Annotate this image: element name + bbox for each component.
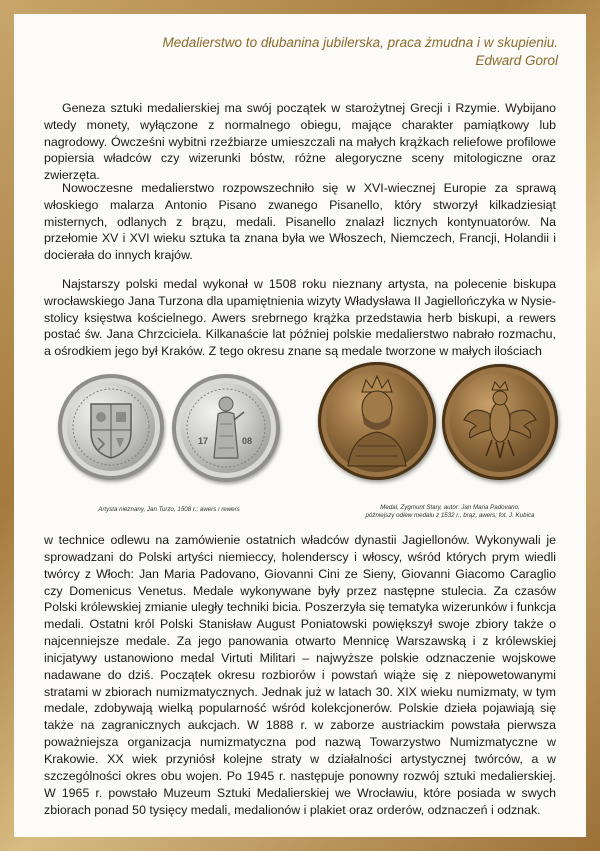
paragraph-history-continued: w technice odlewu na zamówienie ostatnich władców dynastii Jagiellonów. Wykonywali je sprowadzani do Polski artyści niemieccy, holenderscy i włoscy, wśród których prym wiedli twórcy z Włoch: Jan Maria Padovano, Giovanni Cini ze Sieny, Giovanni Giacomo Caraglio czy Domenicus Venetus. Medale wykonywane były przez następne stulecia. Za czasów Polski królewskiej zmianie uległy techniki bicia. Poszerzyła się tematyka wizerunków i funkcja medali. Ostatni król Polski Stanisław August Poniatowski powiększył swoje zbiory także o najcenniejsze medale. Za jego panowania otwarto Mennicę Warszawską i z królewskiej inicjatywy ustanowiono medal Virtuti Militari – najwyższe polskie odznaczenie wojskowe nadawane do dziś. Początek okresu rozbiorów i powstań wiąże się z niepowetowanymi stratami w zbiorach numizmatycznych. Jednak już w latach 30. XIX wieku numizmaty, w tym medale, zdobywają wielką popularność wśród kolekcjonerów. Polskie dzieła pojawiają się także na zagranicznych aukcjach. W 1888 r. w zaborze austriackim powstała pierwsza poważniejsza organizacja numizmatyczna pod nazwą Towarzystwo Numizmatyczne w Krakowie. XX wiek przyniósł kolejne straty w działalności artystycznej twórców, a w szczególności okres obu wojen. Po 1945 r. następuje ponowny rozwój sztuki medalierskiej. W 1965 r. powstało Muzeum Sztuki Medalierskiej we Wrocławiu, które posiada w swych zbiorach ponad 50 tysięcy medali, medalionów i plakiet oraz orderów, odznaczeń i odznak. [44,533,556,817]
saint-figure-coin-icon [172,374,280,482]
figure-caption-zygmunt-line1: Medal, Zygmunt Stary, autor: Jan Maria Padovano, [380,504,520,511]
figure-caption-zygmunt [332,504,568,520]
paragraph-modern: Nowoczesne medalierstwo rozpowszechniło się w XVI-wiecznej Europie za sprawą włoskiego malarza Antonio Pisano zwanego Pisanello, który stworzył kilkadziesiąt misternych, odlanych z brązu, medali. Pisanello znalazł licznych kontynuatorów. Na przełomie XV i XVI wieku sztuka ta znana była we Włoszech, Niemczech, Francji, Holandii i docierała do innych krajów. [44,181,556,263]
motto-quote: Medalierstwo to dłubanina jubilerska, praca żmudna i w skupieniu. [162,35,558,50]
coat-of-arms-coin-icon [58,374,164,480]
figure-caption-zygmunt-line2: późniejszy odlew medalu z 1532 r., brąz, awers; fot. J. Kubica [365,512,535,519]
paragraph-oldest-polish: Najstarszy polski medal wykonał w 1508 roku nieznany artysta, na polecenie biskupa wrocławskiego Jana Turzona dla upamiętnienia wizyty Władysława II Jagiellończyka w Nysie-stolicy księstwa kościelnego. Awers srebrnego krążka przedstawia herb biskupi, a rewers postać św. Jana Chrzciciela. Kilkanaście lat później polskie medalierstwo nabrało rozmachu, a ośrodkiem jego był Kraków. Z tego okresu znane są medale tworzone w małych ilościach [44,277,556,359]
king-portrait-medal-icon [318,362,436,480]
figure-caption-turzo: Artysta nieznany, Jan Turzo, 1508 r.; awers i rewers [98,506,240,513]
motto-author: Edward Gorol [475,53,558,68]
crowned-eagle-medal-icon [442,364,558,480]
coin-date-right: 08 [242,436,253,446]
motto [163,34,558,70]
page [14,14,586,837]
paragraph-origins: Geneza sztuki medalierskiej ma swój początek w starożytnej Grecji i Rzymie. Wybijano wtedy monety, wyłączone z normalnego obiegu, mające charakter pamiątkowy lub nagrodowy. Ówcześni wybitni rzeźbiarze umieszczali na małych krążkach reliefowe profilowe popiersia władców czy wizerunki bóstw, różne alegoryczne sceny mitologiczne oraz zwierzęta. [44,101,556,183]
coin-date-left: 17 [198,436,209,446]
